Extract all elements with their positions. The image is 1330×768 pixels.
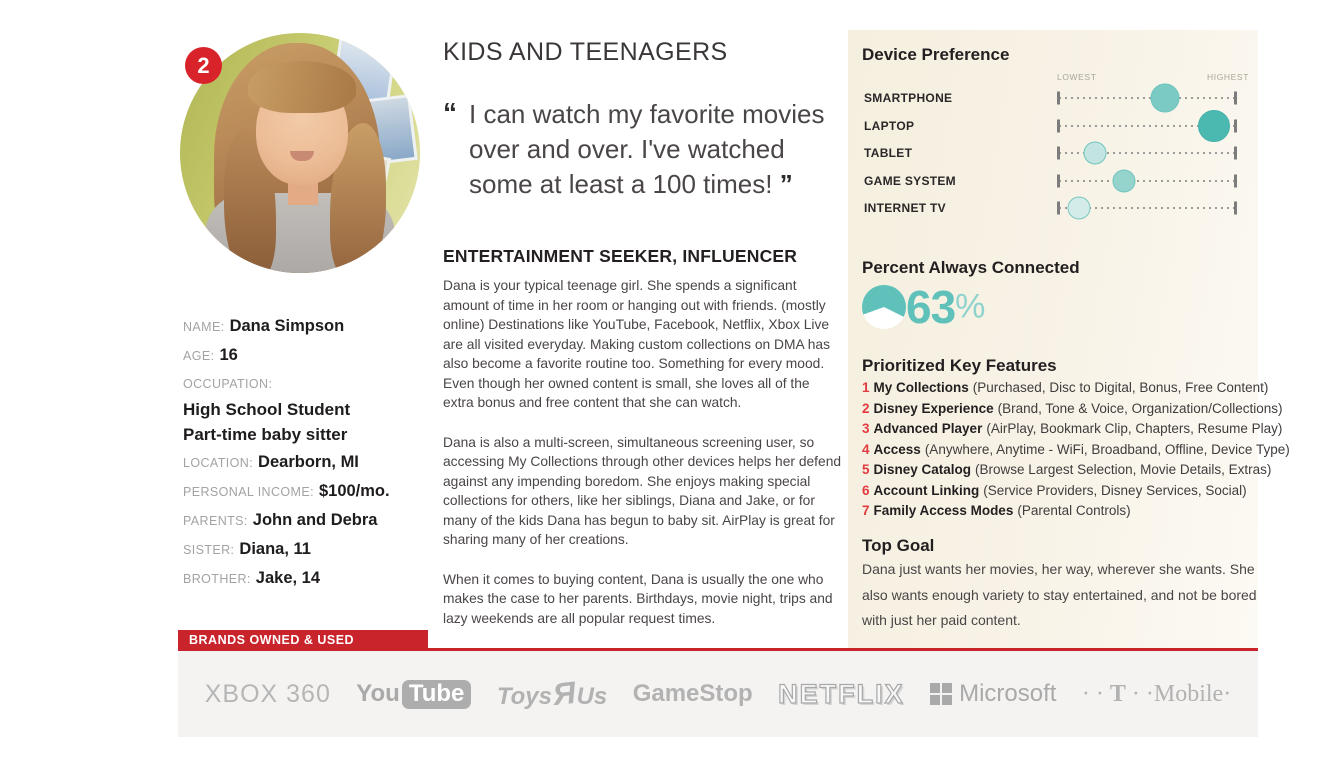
profile-detail-row <box>183 370 445 398</box>
feature-name: Advanced Player <box>873 421 983 436</box>
detail-label: BROTHER: <box>183 572 251 586</box>
detail-label: NAME: <box>183 320 225 334</box>
scale-highest-label: HIGHEST <box>1207 72 1249 82</box>
track-end-tick <box>1234 174 1237 187</box>
detail-value: Dearborn, MI <box>258 453 359 471</box>
main-column <box>443 38 843 628</box>
feature-item <box>862 440 1290 461</box>
dotted-line <box>1059 180 1235 182</box>
xbox360-logo: XBOX 360 <box>204 679 331 708</box>
top-goal-text: Dana just wants her movies, her way, wherever she wants. She also wants enough variety to stay entertained, and not be bored with just her paid content. <box>862 561 1257 628</box>
scale-lowest-label: LOWEST <box>1057 72 1097 82</box>
feature-item <box>862 378 1290 399</box>
slider-track <box>1057 167 1237 195</box>
section-title: ENTERTAINMENT SEEKER, INFLUENCER <box>443 246 798 266</box>
feature-detail: (Browse Largest Selection, Movie Details, Extras) <box>975 462 1272 477</box>
track-end-tick <box>1234 92 1237 105</box>
profile-detail-row <box>183 506 445 535</box>
quote-text: I can watch my favorite movies over and over. I've watched some at least a 100 times! <box>469 99 825 199</box>
feature-name: Family Access Modes <box>873 503 1014 518</box>
photo-hair-bangs <box>248 61 356 113</box>
feature-name: Account Linking <box>873 482 980 498</box>
dotted-line <box>1059 97 1235 99</box>
device-row <box>848 84 1258 112</box>
device-preference-title: Device Preference <box>862 45 1010 64</box>
profile-detail-row <box>183 398 445 423</box>
feature-detail: (Purchased, Disc to Digital, Bonus, Free Content) <box>972 380 1269 395</box>
feature-item <box>862 399 1290 420</box>
feature-item <box>862 481 1290 502</box>
feature-detail: (Service Providers, Disney Services, Social) <box>983 482 1247 498</box>
feature-number: 5 <box>862 462 870 477</box>
device-row <box>848 112 1258 140</box>
persona-description-paragraph: Dana is also a multi-screen, simultaneous screening user, so accessing My Collections through other devices helps her defend against any impending boredom. She enjoys making special collections for others, like her siblings, Diana and Jake, or for many of the kids Dana has begun to baby sit. AirPlay is great for sharing many of her creations. <box>443 434 842 547</box>
feature-number: 6 <box>862 482 870 498</box>
preference-dot <box>1112 169 1135 192</box>
feature-number: 1 <box>862 380 870 395</box>
brand-logos-strip <box>178 651 1258 737</box>
profile-detail-row <box>183 423 445 448</box>
feature-name: Disney Catalog <box>873 462 972 477</box>
persona-quote <box>443 97 843 202</box>
device-row <box>848 139 1258 167</box>
microsoft-logo-icon <box>930 683 952 705</box>
track-start-tick <box>1057 147 1060 160</box>
profile-detail-row <box>183 448 445 477</box>
feature-number: 3 <box>862 421 870 436</box>
detail-label: PARENTS: <box>183 514 248 528</box>
percent-connected-title: Percent Always Connected <box>862 258 1080 277</box>
device-label: LAPTOP <box>864 118 915 133</box>
netflix-logo: NETFLIX <box>778 678 905 709</box>
gamestop-logo: GameStop <box>632 680 753 707</box>
feature-item <box>862 419 1290 440</box>
feature-number: 4 <box>862 441 870 457</box>
preference-dot <box>1198 110 1230 142</box>
detail-value: Jake, 14 <box>255 569 321 587</box>
feature-name: My Collections <box>873 380 969 395</box>
preference-dot <box>1067 197 1090 220</box>
device-label: INTERNET TV <box>864 201 946 215</box>
profile-detail-row <box>183 312 445 341</box>
feature-detail: (Parental Controls) <box>1017 503 1131 518</box>
percent-unit: % <box>955 287 986 326</box>
detail-value: Part-time baby sitter <box>183 425 348 444</box>
feature-detail: (Anywhere, Anytime - WiFi, Broadband, Offline, Device Type) <box>924 441 1290 457</box>
key-features-list <box>862 378 1290 522</box>
detail-value: $100/mo. <box>318 482 390 500</box>
detail-value: John and Debra <box>252 511 378 529</box>
detail-value: High School Student <box>183 400 351 419</box>
feature-number: 2 <box>862 400 870 416</box>
feature-item <box>862 460 1290 481</box>
top-goal-title: Top Goal <box>862 536 935 555</box>
persona-description-paragraph: Dana is your typical teenage girl. She spends a significant amount of time in her room or hanging out with friends. (mostly online) Destinations like YouTube, Facebook, Netflix, Xbox Live are all visited everyday. Making custom collections on DMA has also become a favorite routine too. Something for every mood. Even though her owned content is small, she loves all of the extra bonus and free content that she can watch. <box>443 278 830 410</box>
preference-dot <box>1083 142 1106 165</box>
device-row <box>848 194 1258 222</box>
track-end-tick <box>1234 147 1237 160</box>
feature-detail: (AirPlay, Bookmark Clip, Chapters, Resume Play) <box>986 421 1283 436</box>
close-quote-mark: ” <box>779 169 793 199</box>
detail-label: PERSONAL INCOME: <box>183 485 314 499</box>
percent-value: 63 <box>906 281 956 333</box>
profile-detail-row <box>183 477 445 506</box>
percent-connected-figure <box>862 280 985 334</box>
detail-value: Dana Simpson <box>229 317 345 335</box>
profile-detail-row <box>183 564 445 593</box>
slider-track <box>1057 139 1237 167</box>
track-end-tick <box>1234 202 1237 215</box>
profile-detail-row <box>183 535 445 564</box>
device-label: TABLET <box>864 146 913 160</box>
slider-track <box>1057 84 1237 112</box>
feature-number: 7 <box>862 503 870 518</box>
detail-value: Diana, 11 <box>239 540 311 558</box>
detail-label: LOCATION: <box>183 456 254 470</box>
detail-label: OCCUPATION: <box>183 377 273 391</box>
slider-track <box>1057 112 1237 140</box>
brands-banner: BRANDS OWNED & USED <box>178 630 428 651</box>
device-row <box>848 167 1258 195</box>
detail-value: 16 <box>219 346 238 364</box>
track-start-tick <box>1057 174 1060 187</box>
feature-name: Disney Experience <box>873 400 994 416</box>
tmobile-logo: · · T · ·Mobile· <box>1081 680 1232 707</box>
track-start-tick <box>1057 202 1060 215</box>
feature-item <box>862 501 1290 522</box>
track-start-tick <box>1057 92 1060 105</box>
feature-detail: (Brand, Tone & Voice, Organization/Collections) <box>997 400 1283 416</box>
slider-track <box>1057 194 1237 222</box>
detail-label: SISTER: <box>183 543 235 557</box>
page-title: KIDS AND TEENAGERS <box>443 38 728 66</box>
toysrus-logo: ToysЯUs <box>496 674 608 713</box>
device-preference-chart <box>848 84 1258 224</box>
profile-detail-row <box>183 341 445 370</box>
device-label: SMARTPHONE <box>864 91 953 105</box>
key-features-title: Prioritized Key Features <box>862 356 1057 375</box>
persona-number-badge: 2 <box>185 47 222 84</box>
pie-chart-icon <box>862 285 906 329</box>
profile-details <box>183 312 445 593</box>
detail-label: AGE: <box>183 349 215 363</box>
track-end-tick <box>1234 119 1237 132</box>
persona-description-paragraph: When it comes to buying content, Dana is usually the one who makes the case to her parents. Birthdays, movie night, trips and lazy weekends are all popular request times. <box>443 571 833 626</box>
preference-dot <box>1151 84 1180 113</box>
insights-panel <box>848 30 1290 648</box>
open-quote-mark: “ <box>443 97 457 128</box>
youtube-logo: You Tube <box>356 680 471 708</box>
track-start-tick <box>1057 119 1060 132</box>
feature-name: Access <box>873 441 921 457</box>
microsoft-logo: Microsoft <box>930 680 1056 708</box>
device-label: GAME SYSTEM <box>864 173 956 188</box>
